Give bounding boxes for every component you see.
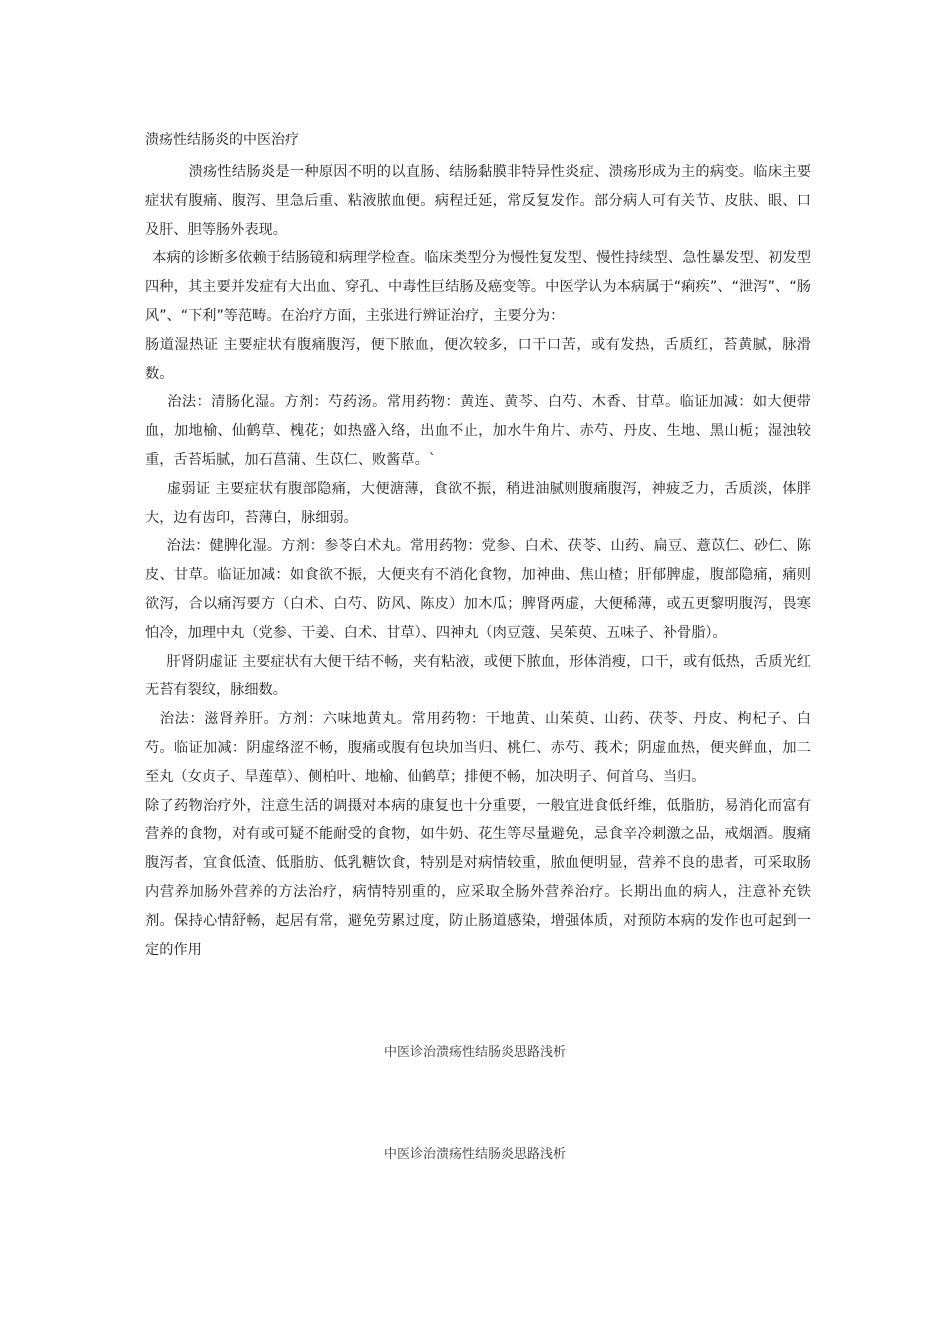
paragraph-yin-deficiency-syndrome: 肝肾阴虚证 主要症状有大便干结不畅，夹有粘液，或便下脓血，形体消瘦，口干，或有低热，舌质光红无苔有裂纹，脉细数。 bbox=[145, 653, 811, 699]
document-title: 溃疡性结肠炎的中医治疗 bbox=[145, 132, 299, 148]
footer-title-2: 中医诊治溃疡性结肠炎思路浅析 bbox=[383, 1147, 566, 1162]
paragraph-damp-heat-treatment: 治法：清肠化湿。方剂：芍药汤。常用药物：黄连、黄芩、白芍、木香、甘草。临证加减：如大便带血，加地榆、仙鹤草、槐花；如热盛入络，出血不止，加水牛角片、赤芍、丹皮、生地、黑山栀；湿浊较重，舌苔垢腻，加石菖蒲、生苡仁、败酱草。` bbox=[145, 394, 811, 468]
footer-title-1: 中医诊治溃疡性结肠炎思路浅析 bbox=[383, 1045, 566, 1060]
paragraph-diagnosis: 本病的诊断多依赖于结肠镜和病理学检查。临床类型分为慢性复发型、慢性持续型、急性暴发型、初发型四种，其主要并发症有大出血、穿孔、中毒性巨结肠及癌变等。中医学认为本病属于“痢疾”、“泄泻”、“肠风”、“下利”等范畴。在治疗方面，主张进行辨证治疗，主要分为： bbox=[145, 250, 811, 324]
paragraph-yin-deficiency-treatment: 治法：滋肾养肝。方剂：六味地黄丸。常用药物：干地黄、山茱萸、山药、茯苓、丹皮、枸杞子、白芍。临证加减：阴虚络涩不畅，腹痛或腹有包块加当归、桃仁、赤芍、莪术；阴虚血热，便夹鲜血，加二至丸（女贞子、旱莲草）、侧柏叶、地榆、仙鹤草；排便不畅，加决明子、何首乌、当归。 bbox=[145, 711, 811, 785]
document-body bbox=[145, 158, 811, 964]
paragraph-deficiency-syndrome: 虚弱证 主要症状有腹部隐痛，大便溏薄，食欲不振，稍进油腻则腹痛腹泻，神疲乏力，舌质淡，体胖大，边有齿印，苔薄白，脉细弱。 bbox=[145, 480, 811, 526]
paragraph-lifestyle-care: 除了药物治疗外，注意生活的调摄对本病的康复也十分重要，一般宜进食低纤维，低脂肪，易消化而富有营养的食物，对有或可疑不能耐受的食物，如牛奶、花生等尽量避免，忌食辛冷刺激之品，戒烟酒。腹痛腹泻者，宜食低渣、低脂肪、低乳糖饮食，特别是对病情较重，脓血便明显，营养不良的患者，可采取肠内营养加肠外营养的方法治疗，病情特别重的，应采取全肠外营养治疗。长期出血的病人，注意补充铁剂。保持心情舒畅，起居有常，避免劳累过度，防止肠道感染，增强体质，对预防本病的发作也可起到一定的作用 bbox=[145, 797, 811, 958]
paragraph-intro: 溃疡性结肠炎是一种原因不明的以直肠、结肠黏膜非特异性炎症、溃疡形成为主的病变。临床主要症状有腹痛、腹泻、里急后重、粘液脓血便。病程迁延，常反复发作。部分病人可有关节、皮肤、眼、口及肝、胆等肠外表现。 bbox=[145, 164, 811, 238]
paragraph-deficiency-treatment: 治法：健脾化湿。方剂：参苓白术丸。常用药物：党参、白术、茯苓、山药、扁豆、薏苡仁、砂仁、陈皮、甘草。临证加减：如食欲不振，大便夹有不消化食物，加神曲、焦山楂；肝郁脾虚，腹部隐痛，痛则欲泻，合以痛泻要方（白术、白芍、防风、陈皮）加木瓜；脾肾两虚，大便稀薄，或五更黎明腹泻，畏寒怕冷，加理中丸（党参、干姜、白术、甘草）、四神丸（肉豆蔻、吴茱萸、五味子、补骨脂）。 bbox=[145, 538, 811, 641]
paragraph-damp-heat-syndrome: 肠道湿热证 主要症状有腹痛腹泻，便下脓血，便次较多，口干口苦，或有发热，舌质红，苔黄腻，脉滑数。 bbox=[145, 336, 811, 382]
